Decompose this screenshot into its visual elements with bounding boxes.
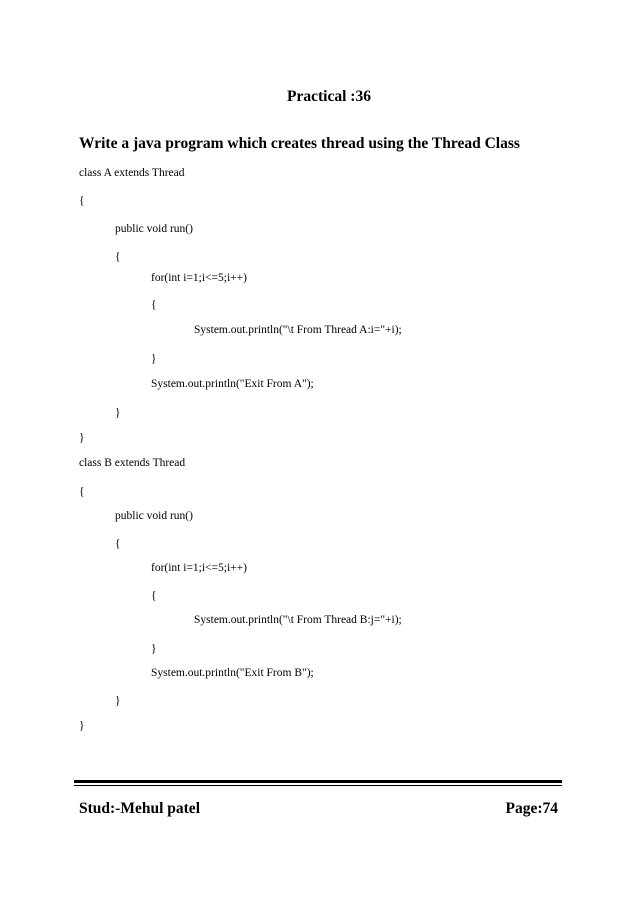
code-line: } bbox=[151, 643, 157, 655]
code-line: for(int i=1;i<=5;i++) bbox=[151, 272, 247, 284]
code-line: } bbox=[79, 432, 85, 444]
footer-rule-thin bbox=[74, 785, 562, 786]
footer-rule-thick bbox=[74, 780, 562, 783]
code-line: } bbox=[79, 720, 85, 732]
code-line: } bbox=[115, 695, 121, 707]
code-line: public void run() bbox=[115, 510, 193, 522]
code-line: for(int i=1;i<=5;i++) bbox=[151, 562, 247, 574]
footer-student: Stud:-Mehul patel bbox=[79, 800, 200, 817]
code-line: System.out.println("Exit From B"); bbox=[151, 667, 314, 679]
practical-number: Practical :36 bbox=[287, 88, 371, 105]
code-line: class B extends Thread bbox=[79, 457, 186, 469]
code-line: { bbox=[79, 486, 85, 498]
code-line: System.out.println("\t From Thread A:i="+i); bbox=[194, 324, 402, 336]
code-line: System.out.println("\t From Thread B:j="+i); bbox=[194, 614, 402, 626]
code-line: public void run() bbox=[115, 223, 193, 235]
code-line: class A extends Thread bbox=[79, 167, 185, 179]
question-text: Write a java program which creates thread using the Thread Class bbox=[79, 135, 520, 152]
footer-page-number: Page:74 bbox=[505, 800, 558, 817]
code-line: { bbox=[151, 590, 157, 602]
code-line: } bbox=[115, 407, 121, 419]
page-title bbox=[0, 88, 638, 106]
code-line: } bbox=[151, 353, 157, 365]
code-line: System.out.println("Exit From A"); bbox=[151, 378, 314, 390]
code-line: { bbox=[115, 538, 121, 550]
code-line: { bbox=[151, 299, 157, 311]
code-line: { bbox=[115, 251, 121, 263]
code-line: { bbox=[79, 195, 85, 207]
